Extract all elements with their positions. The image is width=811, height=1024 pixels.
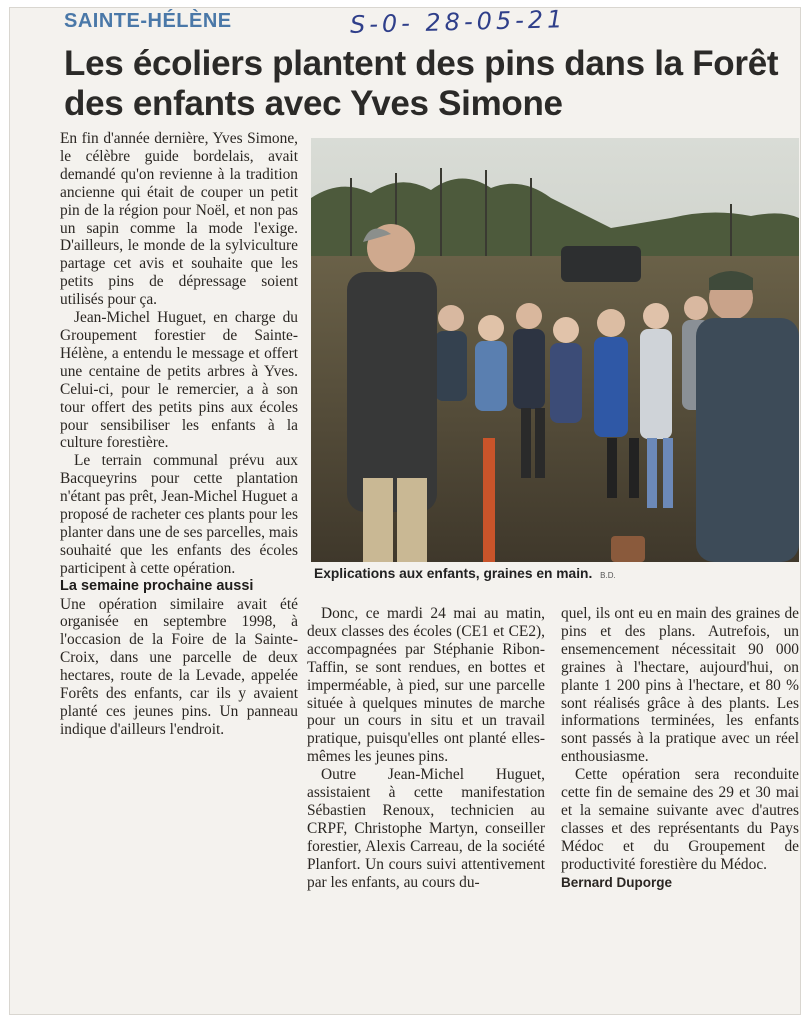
caption-text: Explications aux enfants, graines en main. xyxy=(314,566,593,581)
article-headline: Les écoliers plantent des pins dans la Forêt des enfants avec Yves Simone xyxy=(64,44,779,123)
column3-paragraph-2: Cette opération sera reconduite cette fin de semaine des 29 et 30 mai et la semaine suivante avec d'autres classes et des représentants du Pays Médoc et du Groupement de productivité forestière du Médoc. xyxy=(561,766,799,873)
column1-paragraph-1: En fin d'année dernière, Yves Simone, le célèbre guide bordelais, avait demandé qu'on revienne à la tradition ancienne qui était de couper un petit pin de la région pour Noël, et non pas un sapin comme la mode l'exige. D'ailleurs, le monde de la sylviculture partage cet avis et souhaite que les petits pins de dépressage soient utilisés pour ça. xyxy=(60,130,298,309)
column2-paragraph-1: Donc, ce mardi 24 mai au matin, deux classes des écoles (CE1 et CE2), accompagnées par Stéphanie Ribon-Taffin, se sont rendues, en bottes et imperméable, à pied, sur une parcelle située à quelques minutes de marche pour un cours in situ et un travail pratique, puisqu'elles ont planté elles-mêmes les jeunes pins. xyxy=(307,605,545,766)
subheading: La semaine prochaine aussi xyxy=(60,577,254,594)
article-signature: Bernard Duporge xyxy=(561,874,673,890)
section-rubric: SAINTE-HÉLÈNE xyxy=(64,10,232,32)
column1-paragraph-2: Jean-Michel Huguet, en charge du Groupement forestier de Sainte-Hélène, a entendu le message et offert une centaine de petits arbres à Yves. Celui-ci, pour le remercier, a à son tour offert des petits pins aux écoles pour sensibiliser les enfants à la culture forestière. xyxy=(60,309,298,452)
article-photo xyxy=(311,138,799,562)
column3-paragraph-1: quel, ils ont eu en main des graines de pins et des plans. Autrefois, un ensemencement nécessitait 90 000 graines à l'hectare, aujourd'hui, on plante 1 200 pins à l'hectare, et 80 % sont réalisés grâce à des plants. Les informations terminées, les enfants sont passés à la pratique avec un réel enthousiasme. xyxy=(561,605,799,766)
column2-paragraph-2: Outre Jean-Michel Huguet, assistaient à cette manifestation Sébastien Renoux, technicien au CRPF, Christophe Martyn, conseiller forestier, Alexis Carreau, de la société Planfort. Un cours suivi attentivement par les enfants, au cours du- xyxy=(307,766,545,891)
handwritten-date-note: S-0- 28-05-21 xyxy=(349,5,567,39)
article-column-2 xyxy=(307,605,545,892)
column1-paragraph-3: Le terrain communal prévu aux Bacqueyrins pour cette plantation n'étant pas prêt, Jean-Michel Huguet a proposé de racheter ces plants pour les planter dans une de ses parcelles, mais souhaité que les enfants des écoles participent à cette opération. xyxy=(60,452,298,577)
photo-credit: B.D. xyxy=(600,571,616,580)
article-column-1 xyxy=(60,130,298,739)
article-column-3 xyxy=(561,605,799,892)
column1-paragraph-4: Une opération similaire avait été organisée en septembre 1998, à l'occasion de la Foire de la Sainte-Croix, dans une parcelle de deux hectares, route de la Levade, appelée Forêts des enfants, car ils y avaient planté ces jeunes pins. Un panneau indique d'ailleurs l'endroit. xyxy=(60,595,298,738)
photo-caption xyxy=(314,566,799,581)
photo-illustration xyxy=(311,138,799,562)
